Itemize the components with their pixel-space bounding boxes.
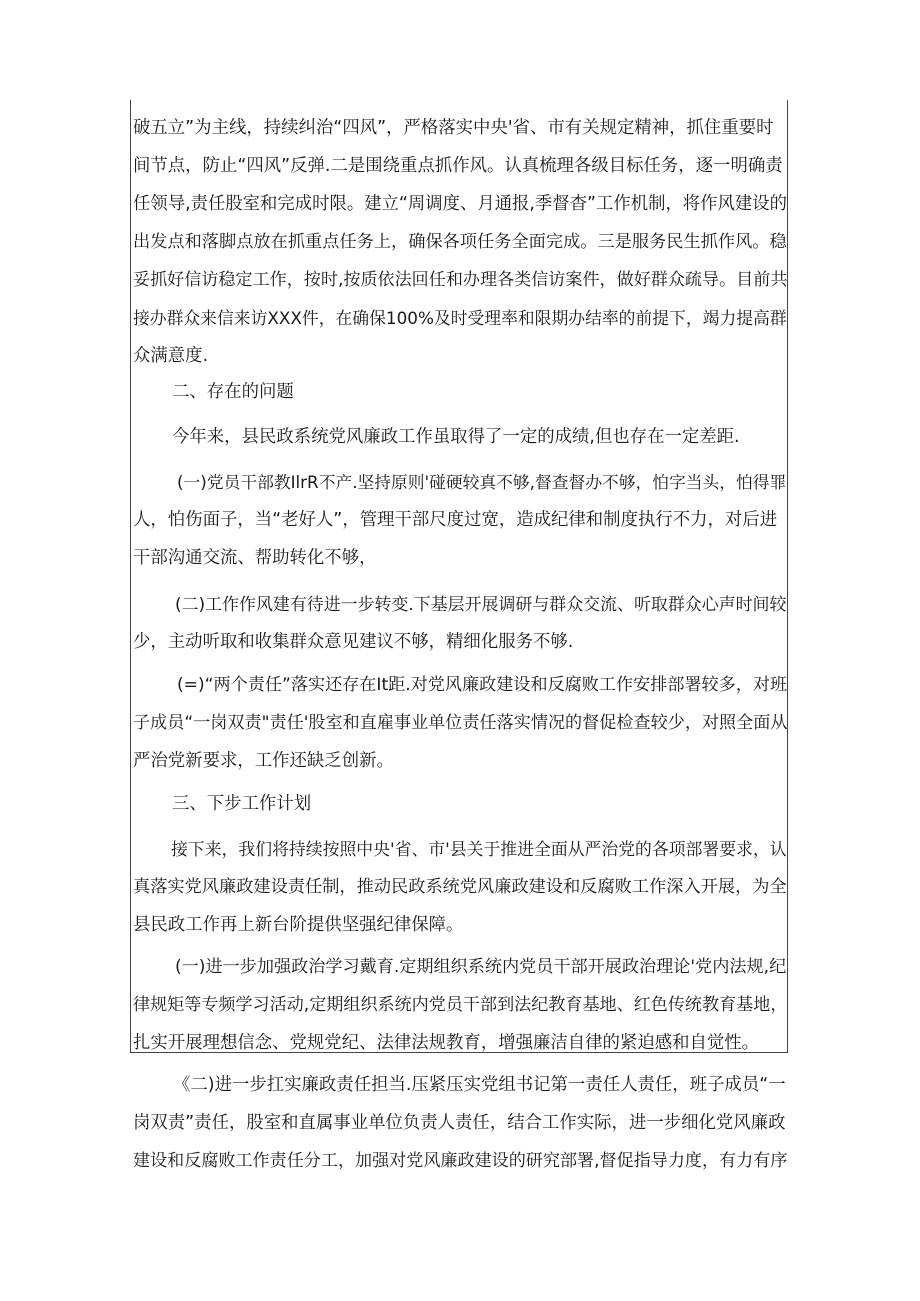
text-line: 今年来，县民政系统党风廉政工作虽取得了一定的成绩,但也存在一定差距. [172, 427, 740, 447]
text-line: 妥抓好信访稳定工作，按时,按质依法回任和办理各类信访案件，做好群众疏导。目前共 [133, 270, 788, 290]
text-line: (一)党员干部教IlrR不产.坚持原则'碰硬较真不够,督查督办不够，怕字当头，怕得罪 [177, 472, 787, 492]
paragraph-plan-2 [133, 1066, 787, 1180]
paragraph-work-style-summary [133, 109, 787, 375]
text-line: (一)进一步加强政治学习戴育.定期组织系统内党员干部开展政治理论'党内法规,纪 [175, 957, 787, 977]
paragraph-next-steps-intro [133, 830, 787, 944]
text-line: 少，主动听取和收集群众意见建议不够，精细化服务不够. [133, 632, 574, 652]
text-line: 众满意度. [133, 346, 209, 366]
text-line: 人，怕伤面子，当“老好人”，管理干部尺度过宽，造成纪律和制度执行不力，对后进 [133, 510, 778, 530]
paragraph-plan-1 [133, 948, 787, 1062]
text-line: 任领导,责任股室和完成时限。建立“周调度、月通报,季督杳”工作机制，将作风建设的 [133, 194, 787, 214]
heading-text: 三、下步工作计划 [172, 794, 312, 814]
text-line: 《二)进一步扛实廉政责任担当.压紧压实党组书记第一责任人责任，班子成员“一 [173, 1075, 786, 1095]
paragraph-problems-intro [172, 418, 740, 456]
text-line: 接下来，我们将持续按照中央'省、市'县关于推进全面从严治党的各项部署要求，认 [171, 839, 787, 859]
text-line: 间节点，防止“四风”反弹.二是围绕重点抓作风。认真梳理各级目标任务，逐一明确责 [133, 156, 783, 176]
paragraph-problem-1 [133, 463, 787, 577]
text-line: 破五立”为主线，持续纠治“四风”，严格落实中央'省、市有关规定精神，抓住重要时 [133, 118, 774, 138]
text-line: 接办群众来信来访XXX件，在确保100%及时受理率和限期办结率的前提下，竭力提高群 [133, 308, 787, 328]
text-line: 严治党新要求，工作还缺乏创新。 [133, 751, 394, 771]
text-line: 县民政工作再上新台阶提供坚强纪律保障。 [133, 915, 464, 935]
text-line: 扎实开展理想信念、党规党纪、法律法规教育，增强廉洁自律的紧迫感和自觉性。 [133, 1033, 760, 1053]
text-line: 出发点和落脚点放在抓重点任务上，确保各项任务全面完成。三是服务民生抓作风。稳 [133, 232, 787, 252]
paragraph-problem-2 [133, 585, 787, 661]
text-line: (=)“两个责任”落实还存在It距.对党风廉政建设和反腐败工作安排部署较多，对班 [177, 675, 788, 695]
text-line: (二)工作作风建有待进一步转变.下基层开展调研与群众交流、听取群众心声时间较 [175, 594, 787, 614]
text-line: 子成员“一岗双责"责任'股室和直雇事业单位责任落实情况的督促检查较少，对照全面从 [133, 713, 788, 733]
text-line: 干部沟通交流、帮助转化不够， [133, 548, 377, 568]
section-heading-next-steps [172, 785, 311, 823]
paragraph-problem-3 [133, 666, 787, 780]
text-line: 建设和反腐败工作责任分工，加强对党风廉政建设的研究部署,督促指导力度，有力有序 [133, 1151, 788, 1171]
text-line: 律规矩等专频学习活动,定期组织系统内党员干部到法纪教育基地、红色传统教育基地， [133, 995, 788, 1015]
section-heading-problems [172, 373, 294, 411]
text-line: 真落实党风廉政建设责任制，推动民政系统党风廉政建设和反腐败工作深入开展，为全 [133, 877, 787, 897]
heading-text: 二、存在的问题 [172, 382, 294, 402]
text-line: 岗双责”责任，股室和直属事业单位负责人责任，结合工作实际，进一步细化党风廉政 [133, 1113, 786, 1133]
